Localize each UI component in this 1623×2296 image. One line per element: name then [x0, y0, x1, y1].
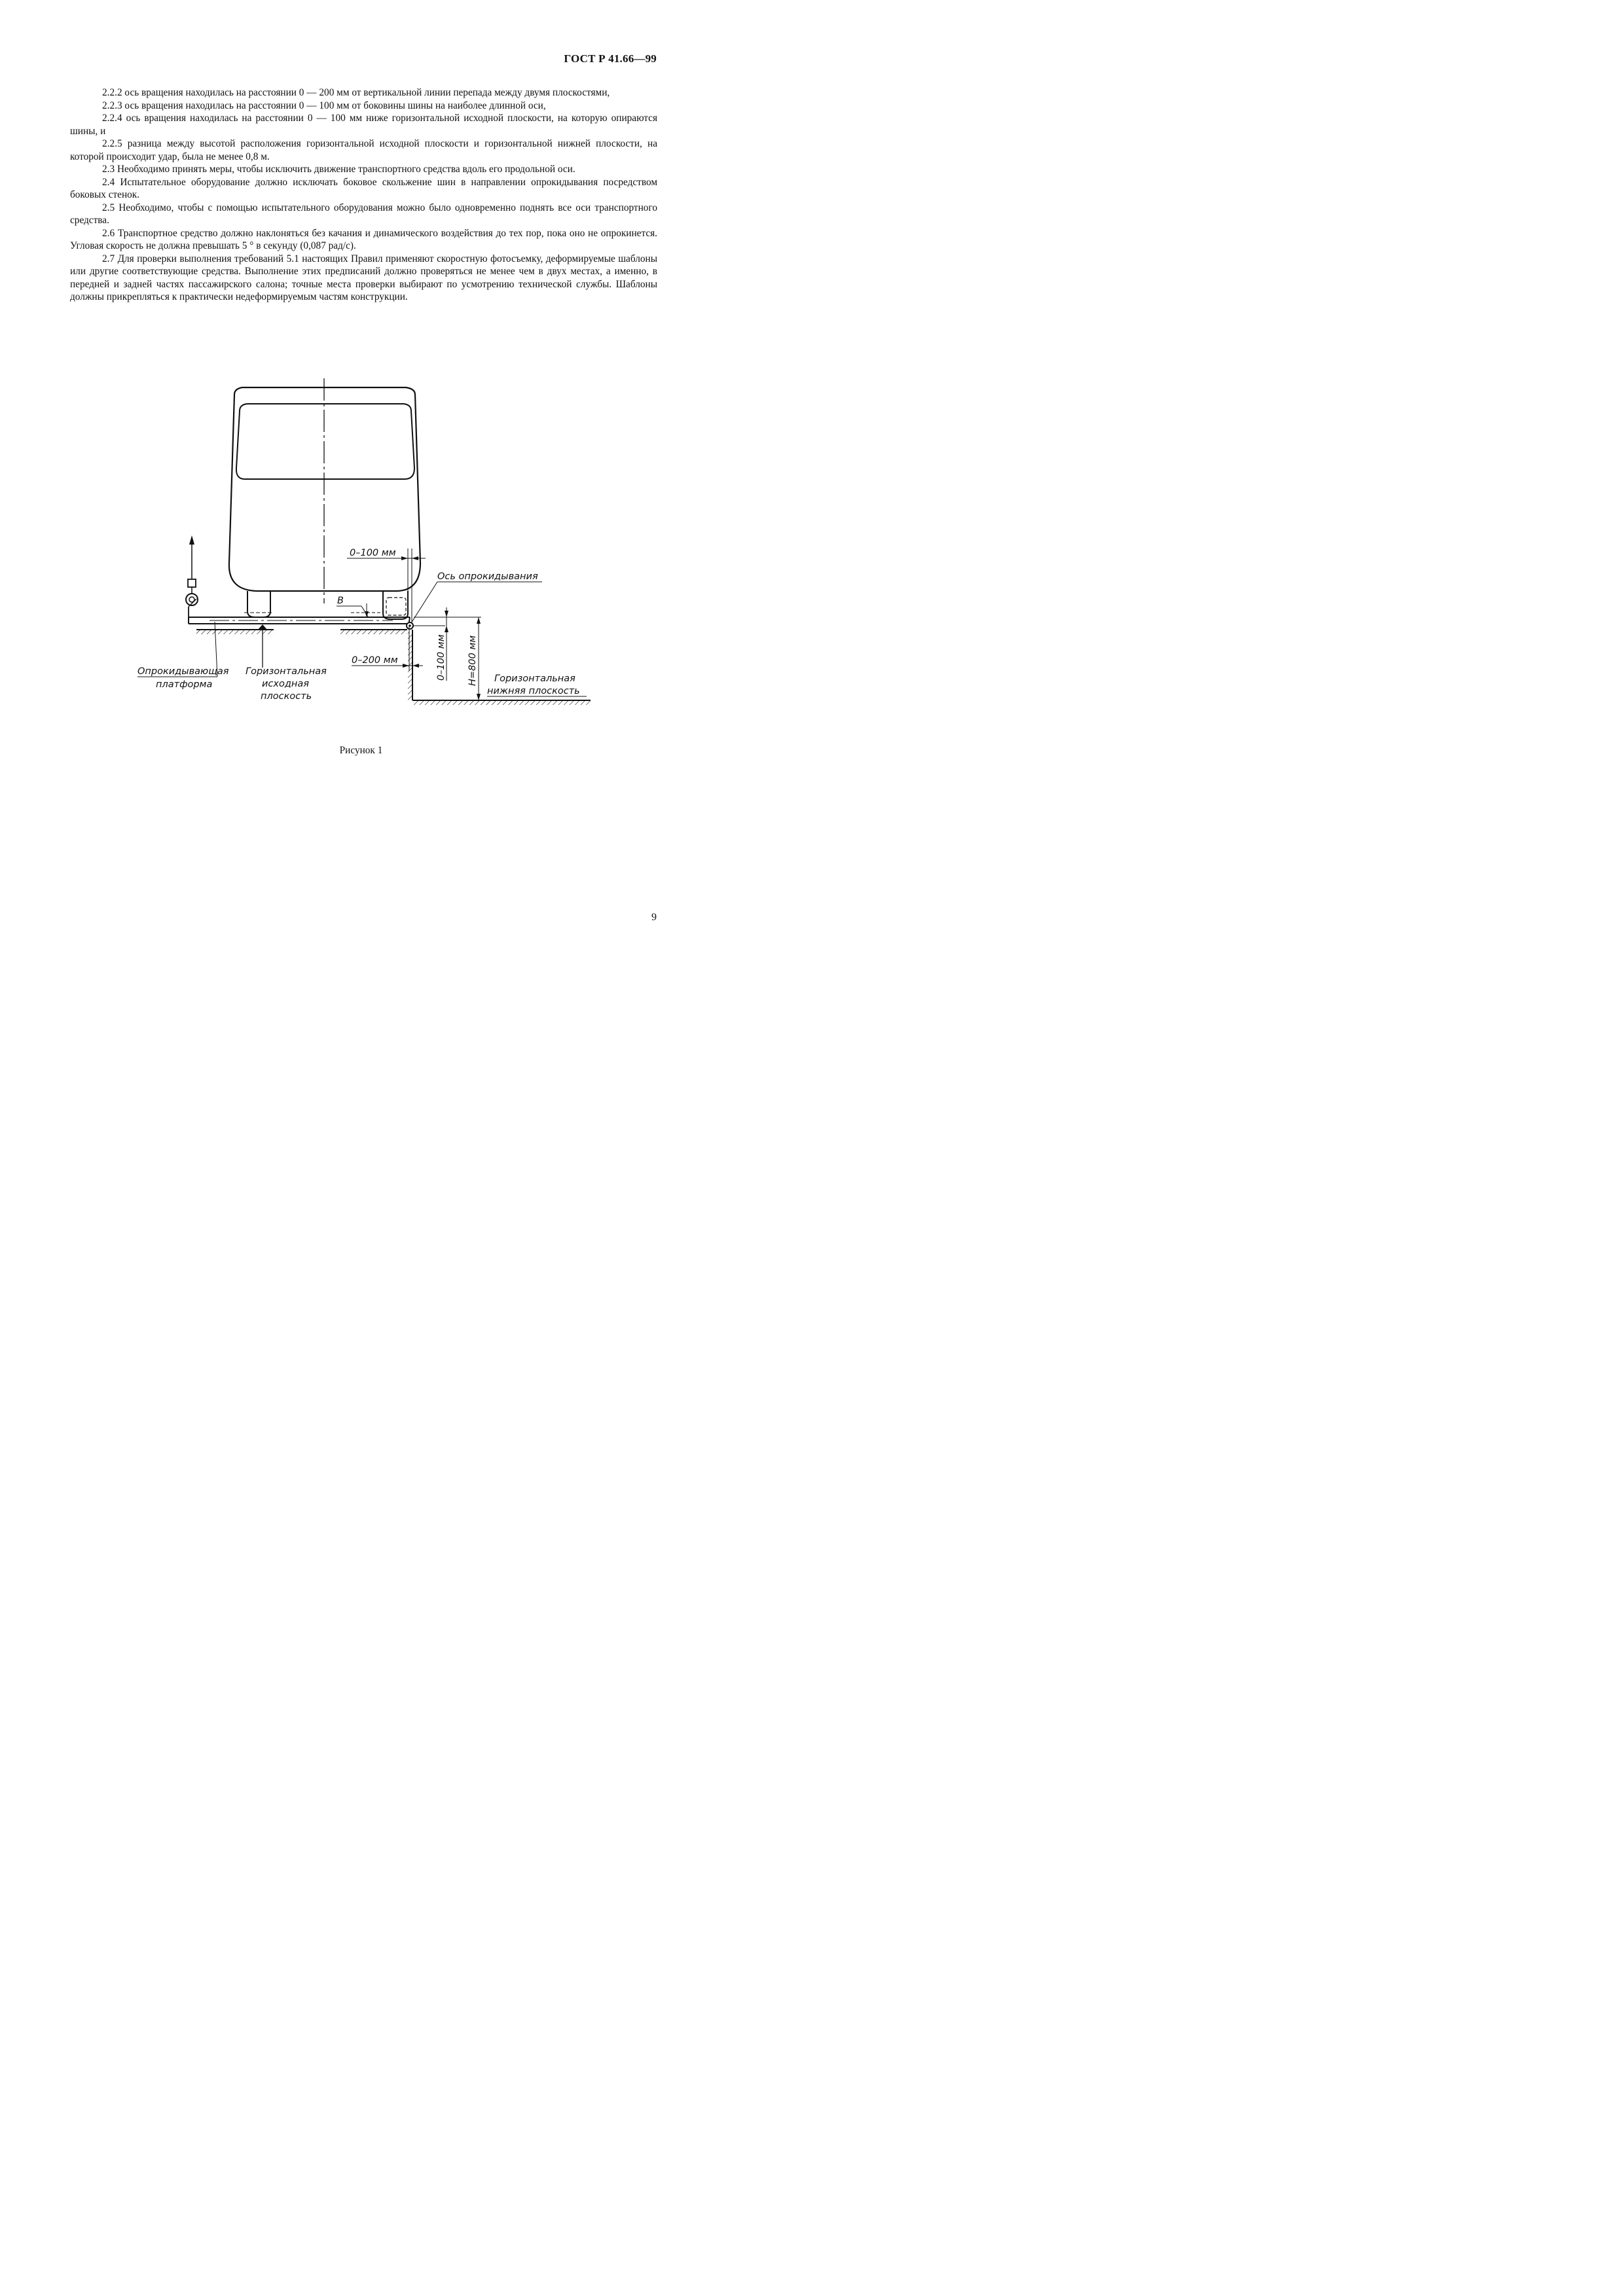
- paragraph-2-2-3: 2.2.3 ось вращения находилась на расстоянии 0 — 100 мм от боковины шины на наиболее длинной оси,: [102, 99, 546, 111]
- paragraph-2-2-2: 2.2.2 ось вращения находилась на расстоянии 0 — 200 мм от вертикальной линии перепада между двумя плоскостями,: [102, 87, 610, 98]
- tilt-test-drawing: [118, 373, 615, 713]
- document-header: ГОСТ Р 41.66—99: [564, 52, 657, 65]
- lift-block: [188, 579, 196, 587]
- height-label: H=800 мм: [467, 635, 478, 686]
- tilt-axis-label: Ось опрокидывания: [437, 571, 538, 582]
- paragraph-2-2-5: 2.2.5 разница между высотой расположения горизонтальной исходной плоскости и горизонтальной нижней плоскости, на которой происходит удар, была не менее 0,8 м.: [70, 138, 657, 162]
- left-wheel: [247, 591, 270, 617]
- figure-caption: Рисунок 1: [339, 745, 383, 756]
- paragraph-2-4: 2.4 Испытательное оборудование должно исключать боковое скольжение шин в направлении опрокидывания посредством боковых стенок.: [70, 176, 657, 200]
- paragraph-2-6: 2.6 Транспортное средство должно наклоняться без качания и динамического воздействия до тех пор, пока оно не опрокинется. Угловая скорость не должна превышать 5 ° в секунду (0,087 рад/с).: [70, 227, 657, 251]
- lower-plane-label-line1: Горизонтальная: [494, 673, 575, 684]
- lower-plane-label-line2: нижняя плоскость: [487, 686, 580, 696]
- ref-plane-label-line2: исходная: [262, 679, 309, 689]
- dim-horizontal-label: 0–200 мм: [352, 655, 398, 666]
- b-label: B: [337, 596, 344, 606]
- platform-label-line2: платформа: [156, 679, 213, 690]
- lift-arrow: [189, 535, 194, 545]
- body-text: [70, 86, 657, 304]
- paragraph-2-3: 2.3 Необходимо принять меры, чтобы исключить движение транспортного средства вдоль его продольной оси.: [102, 164, 575, 175]
- ref-plane-label-line3: плоскость: [261, 691, 312, 702]
- rear-window: [236, 404, 414, 479]
- paragraph-2-2-4: 2.2.4 ось вращения находилась на расстоянии 0 — 100 мм ниже горизонтальной исходной плоскости, на которую опираются шины, и: [70, 113, 657, 137]
- dim-vertical-label: 0–100 мм: [436, 634, 447, 681]
- ref-plane-label-line1: Горизонтальная: [246, 666, 327, 677]
- platform-label-line1: Опрокидывающая: [137, 666, 229, 677]
- paragraph-2-7: 2.7 Для проверки выполнения требований 5.1 настоящих Правил применяют скоростную фотосъемку, деформируемые шаблоны или другие соответствующие средства. Выполнение этих предписаний должно проверяться не менее чем в двух местах, а именно, в передней и задней частях пассажирского салона; точные места проверки выбирают по усмотрению технической службы. Шаблоны должны прикрепляться к практически недеформируемым частям конструкции.: [70, 253, 657, 302]
- pivot-support: [258, 624, 267, 630]
- vehicle-body-outline: [229, 387, 420, 591]
- page-number: 9: [651, 912, 657, 923]
- dim-tyre-label: 0–100 мм: [350, 548, 396, 558]
- figure-1: [118, 373, 615, 713]
- paragraph-2-5: 2.5 Необходимо, чтобы с помощью испытательного оборудования можно было одновременно поднять все оси транспортного средства.: [70, 202, 657, 226]
